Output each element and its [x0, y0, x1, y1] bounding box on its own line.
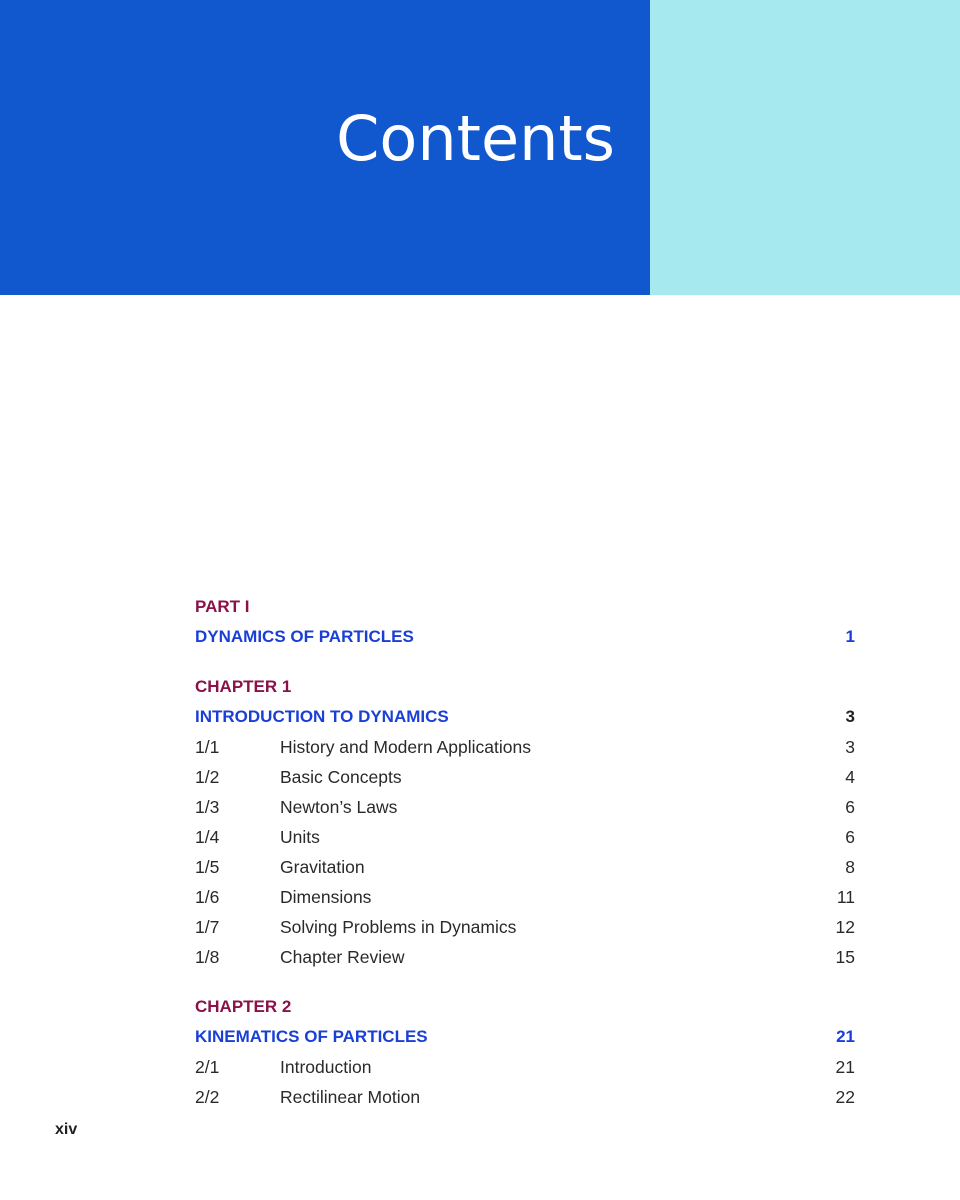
part-label: PART I — [195, 597, 250, 616]
section-title: Dimensions — [280, 887, 372, 907]
page-title: Contents — [336, 102, 615, 175]
toc-entry[interactable] — [195, 884, 855, 914]
section-title: Chapter Review — [280, 947, 405, 967]
section-title: Introduction — [280, 1057, 372, 1077]
section-page: 4 — [845, 767, 855, 787]
section-number: 2/2 — [195, 1087, 220, 1107]
section-title: Rectilinear Motion — [280, 1087, 421, 1107]
toc-entry[interactable] — [195, 1084, 855, 1114]
chapter-title: INTRODUCTION TO DYNAMICS — [195, 707, 449, 726]
toc-entry[interactable] — [195, 734, 855, 764]
section-page: 21 — [835, 1057, 855, 1077]
toc-entry[interactable] — [195, 824, 855, 854]
toc-entry[interactable] — [195, 1054, 855, 1084]
chapter-page: 3 — [845, 707, 855, 726]
chapter-page: 21 — [836, 1027, 855, 1046]
section-number: 1/6 — [195, 887, 220, 907]
toc-entry[interactable] — [195, 914, 855, 944]
toc-entry[interactable] — [195, 794, 855, 824]
toc-entry[interactable] — [195, 944, 855, 974]
part-page: 1 — [845, 627, 855, 646]
section-title: Basic Concepts — [280, 767, 402, 787]
chapter-title-row[interactable] — [195, 704, 855, 734]
section-title: Newton’s Laws — [280, 797, 398, 817]
toc-entry[interactable] — [195, 764, 855, 794]
section-page: 6 — [845, 797, 855, 817]
section-number: 1/2 — [195, 767, 220, 787]
section-page: 8 — [845, 857, 855, 877]
section-page: 15 — [835, 947, 855, 967]
section-page: 22 — [835, 1087, 855, 1107]
section-number: 1/8 — [195, 947, 220, 967]
section-number: 1/4 — [195, 827, 220, 847]
chapter-label: CHAPTER 1 — [195, 677, 292, 696]
chapter-title-row[interactable] — [195, 1024, 855, 1054]
section-page: 11 — [836, 887, 855, 907]
section-number: 1/3 — [195, 797, 220, 817]
header-cyan-band — [650, 0, 960, 295]
section-page: 12 — [835, 917, 855, 937]
table-of-contents — [195, 594, 855, 1114]
section-number: 1/1 — [195, 737, 220, 757]
section-page: 6 — [845, 827, 855, 847]
section-title: Gravitation — [280, 857, 365, 877]
section-title: Solving Problems in Dynamics — [280, 917, 517, 937]
page-folio: xiv — [55, 1121, 78, 1138]
section-page: 3 — [845, 737, 855, 757]
section-title: History and Modern Applications — [280, 737, 531, 757]
part-title: DYNAMICS OF PARTICLES — [195, 627, 414, 646]
chapter-label: CHAPTER 2 — [195, 997, 292, 1016]
section-number: 1/7 — [195, 917, 220, 937]
section-title: Units — [280, 827, 320, 847]
section-number: 2/1 — [195, 1057, 220, 1077]
toc-entry[interactable] — [195, 854, 855, 884]
part-title-row[interactable] — [195, 624, 855, 654]
section-number: 1/5 — [195, 857, 220, 877]
chapter-title: KINEMATICS OF PARTICLES — [195, 1027, 428, 1046]
